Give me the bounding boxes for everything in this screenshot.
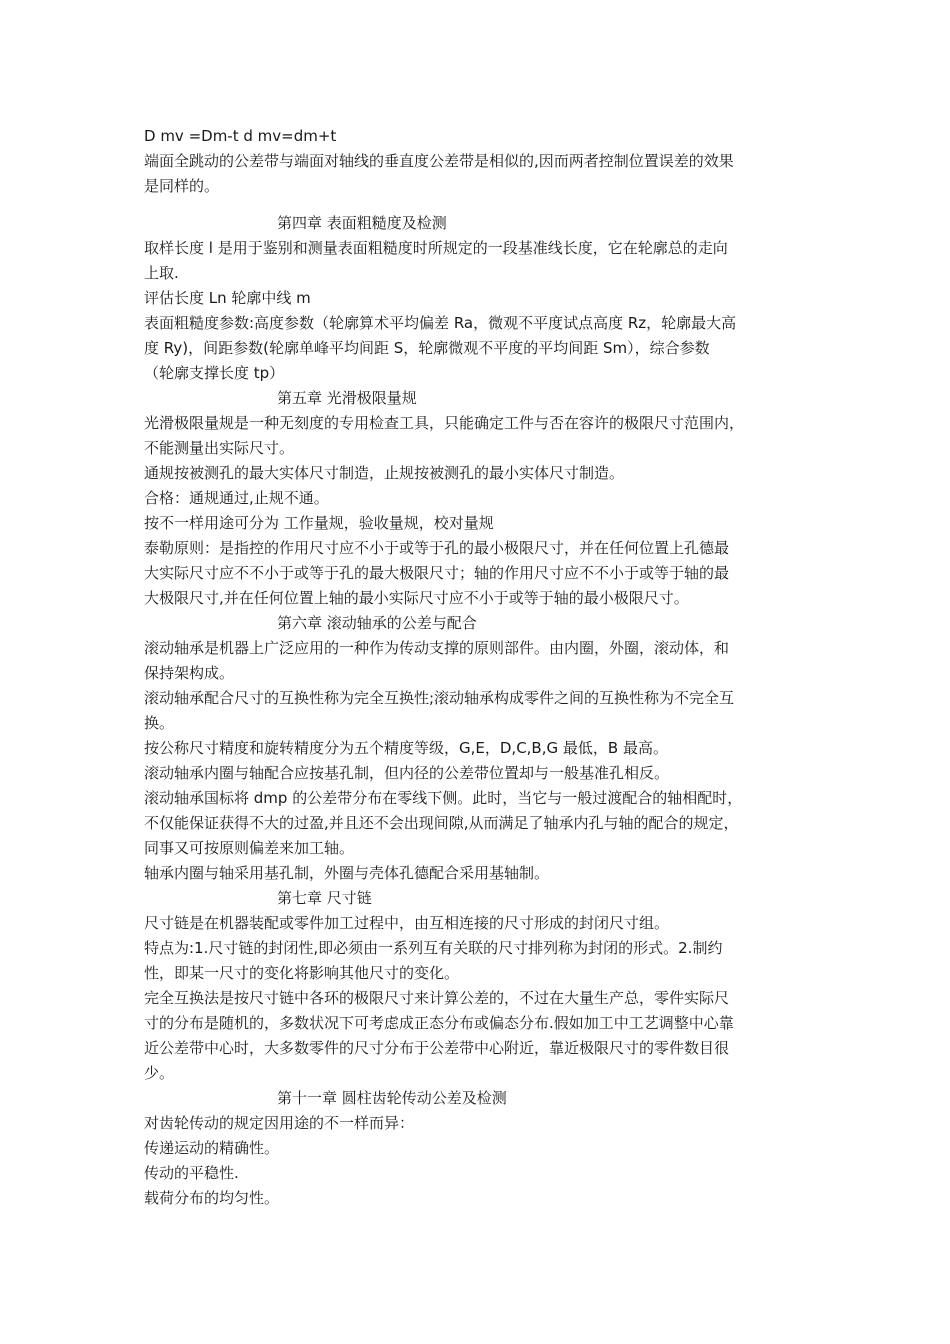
text-line: 近公差带中心时，大多数零件的尺寸分布于公差带中心附近，靠近极限尺寸的零件数目很 [144, 1039, 730, 1057]
text-line: 评估长度 Ln 轮廓中线 m [144, 289, 311, 307]
text-line: 通规按被测孔的最大实体尺寸制造，止规按被测孔的最小实体尺寸制造。 [144, 464, 625, 482]
text-line: 光滑极限量规是一种无刻度的专用检查工具，只能确定工件与否在容许的极限尺寸范围内， [144, 414, 745, 432]
text-line: 不能测量出实际尺寸。 [144, 439, 295, 457]
text-line: 滚动轴承内圈与轴配合应按基孔制，但内径的公差带位置却与一般基准孔相反。 [144, 764, 670, 782]
text-line: 尺寸链是在机器装配或零件加工过程中，由互相连接的尺寸形成的封闭尺寸组。 [144, 914, 670, 932]
text-line: 换。 [144, 714, 175, 732]
chapter-heading-4: 第四章 表面粗糙度及检测 [277, 214, 447, 232]
text-line: 滚动轴承国标将 dmp 的公差带分布在零线下侧。此时，当它与一般过渡配合的轴相配时， [144, 789, 743, 807]
text-line: 不仅能保证获得不大的过盈,并且还不会出现间隙,从而满足了轴承内孔与轴的配合的规定， [144, 814, 739, 832]
text-line: 传动的平稳性. [144, 1164, 239, 1182]
chapter-heading-5: 第五章 光滑极限量规 [277, 389, 417, 407]
text-line: 泰勒原则：是指控的作用尺寸应不小于或等于孔的最小极限尺寸，并在任何位置上孔德最 [144, 539, 730, 557]
text-line: 特点为:1.尺寸链的封闭性,即必须由一系列互有关联的尺寸排列称为封闭的形式。2.制约 [144, 939, 723, 957]
text-line: 对齿轮传动的规定因用途的不一样而异： [144, 1114, 415, 1132]
text-line: 度 Ry)，间距参数(轮廓单峰平均间距 S，轮廓微观不平度的平均间距 Sm），综合参数 [144, 339, 710, 357]
text-line: 滚动轴承配合尺寸的互换性称为完全互换性;滚动轴承构成零件之间的互换性称为不完全互 [144, 689, 735, 707]
text-line: 合格：通规通过,止规不通。 [144, 489, 329, 507]
text-line: 按公称尺寸精度和旋转精度分为五个精度等级，G,E，D,C,B,G 最低，B 最高。 [144, 739, 668, 757]
text-line: 传递运动的精确性。 [144, 1139, 280, 1157]
text-line: 完全互换法是按尺寸链中各环的极限尺寸来计算公差的，不过在大量生产总，零件实际尺 [144, 989, 730, 1007]
text-line: 保持架构成。 [144, 664, 235, 682]
text-line: 寸的分布是随机的，多数状况下可考虑成正态分布或偏态分布.假如加工中工艺调整中心靠 [144, 1014, 734, 1032]
text-line: （轮廓支撑长度 tp） [144, 364, 285, 382]
text-line: 性，即某一尺寸的变化将影响其他尺寸的变化。 [144, 964, 460, 982]
text-line: 轴承内圈与轴采用基孔制，外圈与壳体孔德配合采用基轴制。 [144, 864, 550, 882]
chapter-heading-7: 第七章 尺寸链 [277, 889, 372, 907]
text-line: 端面全跳动的公差带与端面对轴线的垂直度公差带是相似的,因而两者控制位置误差的效果 [144, 152, 734, 170]
spacer [144, 199, 808, 211]
text-line: 载荷分布的均匀性。 [144, 1189, 280, 1207]
chapter-heading-6: 第六章 滚动轴承的公差与配合 [277, 614, 477, 632]
text-line: 少。 [144, 1064, 175, 1082]
text-line: 按不一样用途可分为 工作量规，验收量规，校对量规 [144, 514, 494, 532]
text-line: 取样长度 l 是用于鉴别和测量表面粗糙度时所规定的一段基准线长度，它在轮廓总的走向 [144, 239, 728, 257]
formula-line: D mv =Dm-t d mv=dm+t [144, 127, 337, 145]
text-line: 表面粗糙度参数:高度参数（轮廓算术平均偏差 Ra，微观不平度试点高度 Rz，轮廓最大高 [144, 314, 737, 332]
text-line: 上取. [144, 264, 179, 282]
text-line: 滚动轴承是机器上广泛应用的一种作为传动支撑的原则部件。由内圈，外圈，滚动体，和 [144, 639, 730, 657]
text-line: 是同样的。 [144, 177, 220, 195]
chapter-heading-11: 第十一章 圆柱齿轮传动公差及检测 [277, 1089, 507, 1107]
text-line: 同事又可按原则偏差来加工轴。 [144, 839, 355, 857]
document-page [144, 124, 808, 1211]
text-line: 大实际尺寸应不不小于或等于孔的最大极限尺寸；轴的作用尺寸应不不小于或等于轴的最 [144, 564, 730, 582]
text-line: 大极限尺寸,并在任何位置上轴的最小实际尺寸应不小于或等于轴的最小极限尺寸。 [144, 589, 689, 607]
